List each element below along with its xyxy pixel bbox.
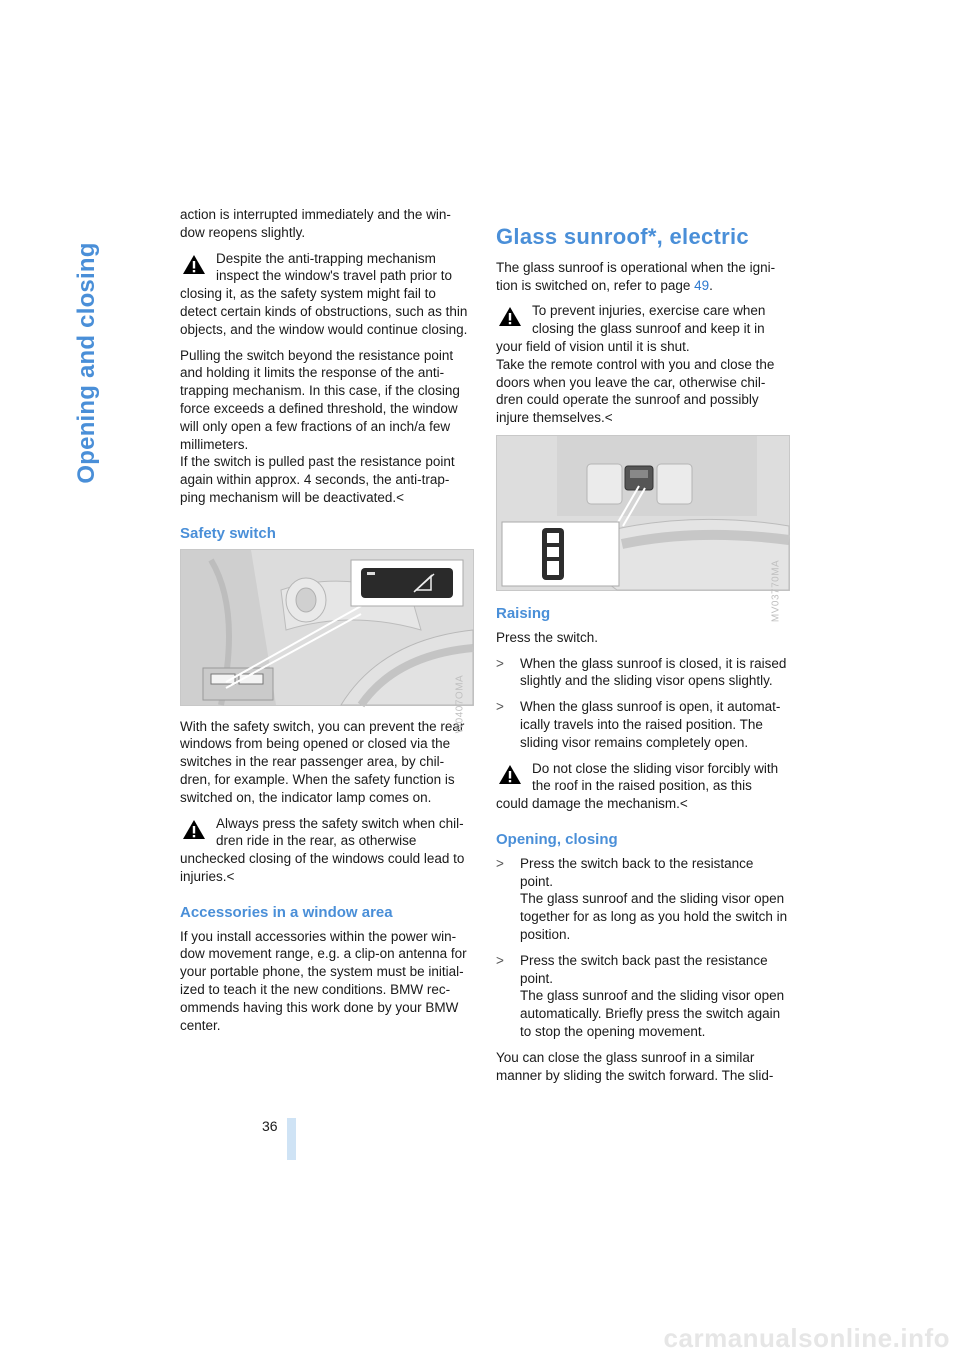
warning-note xyxy=(496,760,790,813)
warning-note xyxy=(496,302,790,427)
warning-text-continued: could damage the mechanism.< xyxy=(496,796,688,812)
list-item xyxy=(496,698,790,751)
list-item xyxy=(496,855,790,944)
warning-note xyxy=(180,250,472,339)
warning-note xyxy=(180,815,472,886)
list-item-text: When the glass sunroof is closed, it is raised slightly and the sliding visor opens slightly. xyxy=(520,655,787,689)
section-side-title: Opening and closing xyxy=(73,242,100,484)
paragraph-text: . xyxy=(709,277,713,293)
page-number: 36 xyxy=(262,1118,278,1134)
heading-accessories: Accessories in a window area xyxy=(180,903,393,921)
bullet-marker: > xyxy=(496,855,504,871)
paragraph xyxy=(496,259,790,295)
heading-safety-switch: Safety switch xyxy=(180,524,276,542)
list-item-text: The glass sunroof and the sliding visor open automatically. Briefly press the switch again to stop the opening movement. xyxy=(520,988,785,1039)
safety-switch-drawing xyxy=(181,550,473,705)
warning-text-continued: Take the remote control with you and close the doors when you leave the car, otherwise chil-dren could operate the sunroof and possibly injure themselves.< xyxy=(496,356,775,426)
figure-code: MV03770MA xyxy=(770,559,782,623)
bullet-marker: > xyxy=(496,699,504,715)
warning-triangle-icon xyxy=(498,764,522,785)
left-column xyxy=(180,206,472,1042)
site-watermark: carmanualsonline.info xyxy=(663,1323,950,1353)
paragraph-text: The glass sunroof is operational when the igni-tion is switched on, refer to page xyxy=(496,259,776,293)
list-item-text: Press the switch back to the resistance point. xyxy=(520,855,754,889)
page-number-bar xyxy=(287,1118,296,1160)
sunroof-switch-drawing xyxy=(497,436,789,590)
paragraph: Press the switch. xyxy=(496,629,599,645)
warning-text-continued: your field of vision until it is shut. xyxy=(496,338,690,354)
paragraph: If the switch is pulled past the resistance point again within approx. 4 seconds, the anti-trap-ping mechanism will be deactivated.< xyxy=(180,454,455,505)
warning-triangle-icon xyxy=(182,254,206,275)
heading-opening-closing: Opening, closing xyxy=(496,830,618,848)
bullet-marker: > xyxy=(496,655,504,671)
warning-text: Do not close the sliding visor forcibly with the roof in the raised position, as this xyxy=(532,760,779,794)
paragraph: action is interrupted immediately and the win-dow reopens slightly. xyxy=(180,207,451,240)
paragraph: You can close the glass sunroof in a similar manner by sliding the switch forward. The slid- xyxy=(496,1049,774,1083)
paragraph: If you install accessories within the power win-dow movement range, e.g. a clip-on antenna for your portable phone, the system must be initial-ized to teach it the new conditions. BMW rec-ommends having this work done by your BMW center. xyxy=(180,928,467,1033)
right-column xyxy=(496,224,790,1092)
page-reference-link[interactable]: 49 xyxy=(694,277,710,293)
figure-code: W0407OMA xyxy=(454,674,466,734)
list-item xyxy=(496,655,790,691)
warning-triangle-icon xyxy=(182,819,206,840)
heading-glass-sunroof: Glass sunroof*, electric xyxy=(496,224,749,249)
list-item-text: When the glass sunroof is open, it automat-ically travels into the raised position. The sliding visor remains completely open. xyxy=(520,699,781,750)
list-item-text: The glass sunroof and the sliding visor open together for as long as you hold the switch in position. xyxy=(520,891,788,942)
bullet-marker: > xyxy=(496,952,504,968)
warning-triangle-icon xyxy=(498,306,522,327)
warning-text-continued: closing it, as the safety system might fail to detect certain kinds of obstructions, such as thin objects, and the window would continue closing. xyxy=(180,286,468,337)
warning-text-continued: unchecked closing of the windows could lead to injuries.< xyxy=(180,851,465,884)
safety-switch-illustration xyxy=(180,549,474,734)
paragraph: Pulling the switch beyond the resistance point and holding it limits the response of the anti-trapping mechanism. In this case, if the closing force exceeds a defined threshold, the window will only open a few fractions of an inch/a few millimeters. xyxy=(180,347,460,452)
warning-text: Despite the anti-trapping mechanism inspect the window's travel path prior to xyxy=(216,250,452,284)
warning-text: To prevent injuries, exercise care when closing the glass sunroof and keep it in xyxy=(532,303,766,337)
list-item-text: Press the switch back past the resistance point. xyxy=(520,952,768,986)
warning-text: Always press the safety switch when chil-dren ride in the rear, as otherwise xyxy=(216,815,464,849)
paragraph: With the safety switch, you can prevent the rear windows from being opened or closed via the switches in the rear passenger area, by chil-dren, for example. When the safety function is switched on, the indicator lamp comes on. xyxy=(180,718,465,805)
list-item xyxy=(496,952,790,1041)
heading-raising: Raising xyxy=(496,604,551,622)
